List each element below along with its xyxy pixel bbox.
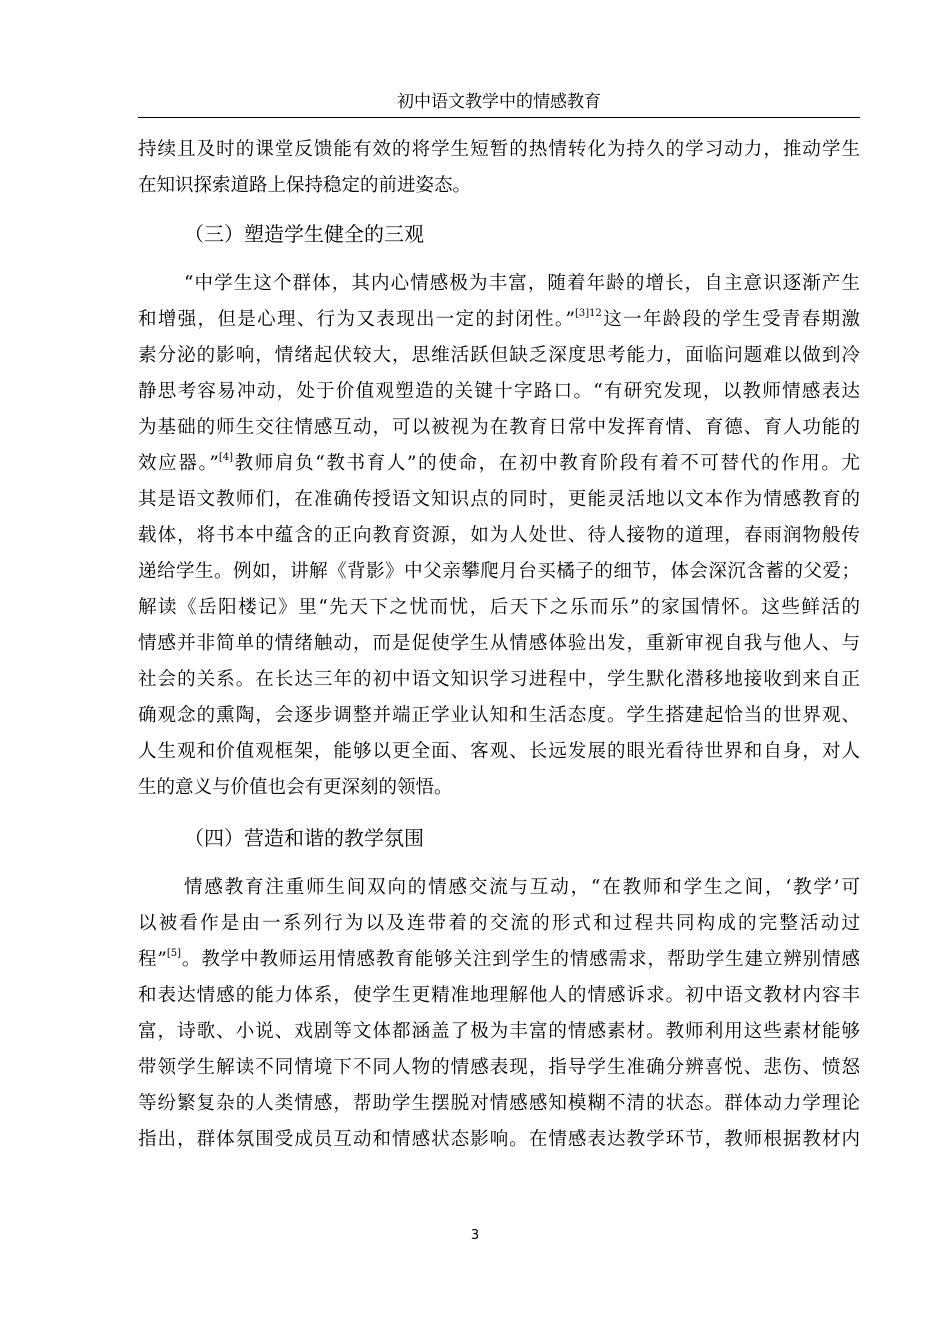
section-heading-4: （四）营造和谐的教学氛围 [184, 826, 424, 850]
body-text-line: 确观念的熏陶，会逐步调整并端正学业认知和生活态度。学生搭建起恰当的世界观、 [138, 705, 860, 726]
body-text-line: 和表达情感的能力体系，使学生更精准地理解他人的情感诉求。初中语文教材内容丰 [138, 985, 860, 1006]
body-text-line: 人生观和价值观框架，能够以更全面、客观、长远发展的眼光看待世界和自身，对人 [138, 741, 860, 762]
body-text-line: 指出，群体氛围受成员互动和情感状态影响。在情感表达教学环节，教师根据教材内 [138, 1129, 860, 1150]
section-heading-3: （三）塑造学生健全的三观 [184, 222, 424, 246]
body-text-line: 富，诗歌、小说、戏剧等文体都涵盖了极为丰富的情感素材。教师利用这些素材能够 [138, 1021, 860, 1042]
body-text-line: 情感教育注重师生间双向的情感交流与互动，“在教师和学生之间，‘教学’可 [184, 877, 860, 898]
text-run: 和增强，但是心理、行为又表现出一定的封闭性。” [138, 309, 575, 330]
running-header-title: 初中语文教学中的情感教育 [397, 92, 601, 112]
body-text-line: “中学生这个群体，其内心情感极为丰富，随着年龄的增长，自主意识逐渐产生 [184, 273, 860, 294]
citation-marker: [3]12 [575, 308, 602, 319]
body-text-line: 社会的关系。在长达三年的初中语文知识学习进程中，学生默化潜移地接收到来自正 [138, 669, 860, 690]
body-text-line [138, 304, 860, 336]
text-run: 这一年龄段的学生受青春期激 [601, 309, 860, 330]
body-text-line: 静思考容易冲动，处于价值观塑造的关键十字路口。“有研究发现，以教师情感表达 [138, 381, 860, 402]
body-text-line: 素分泌的影响，情绪起伏较大，思维活跃但缺乏深度思考能力，面临问题难以做到冷 [138, 345, 860, 366]
body-text-line: 解读《岳阳楼记》里“先天下之忧而忧，后天下之乐而乐”的家国情怀。这些鲜活的 [138, 597, 860, 618]
header-divider [138, 117, 860, 118]
body-text-line: 递给学生。例如，讲解《背影》中父亲攀爬月台买橘子的细节，体会深沉含蓄的父爱； [138, 561, 860, 582]
text-run: 程” [138, 949, 167, 970]
body-text-line: 在知识探索道路上保持稳定的前进姿态。 [138, 175, 472, 196]
text-run: 教师肩负“教书育人”的使命，在初中教育阶段有着不可替代的作用。尤 [233, 453, 860, 474]
body-text-line: 情感并非简单的情绪触动，而是促使学生从情感体验出发，重新审视自我与他人、与 [138, 633, 860, 654]
page-number: 3 [470, 1228, 480, 1243]
body-text-line: 载体，将书本中蕴含的正向教育资源，如为人处世、待人接物的道理，春雨润物般传 [138, 525, 860, 546]
body-text-line: 其是语文教师们，在准确传授语文知识点的同时，更能灵活地以文本作为情感教育的 [138, 489, 860, 510]
body-text-line [138, 944, 860, 976]
text-run: 效应器。” [138, 453, 219, 474]
body-text-line: 等纷繁复杂的人类情感，帮助学生摆脱对情感感知模糊不清的状态。群体动力学理论 [138, 1093, 860, 1114]
citation-marker: [4] [218, 452, 234, 463]
body-text-line: 以被看作是由一系列行为以及连带着的交流的形式和过程共同构成的完整活动过 [138, 913, 860, 934]
body-text-line: 生的意义与价值也会有更深刻的领悟。 [138, 777, 453, 798]
body-text-line [138, 448, 860, 480]
body-text-line: 为基础的师生交往情感互动，可以被视为在教育日常中发挥育情、育德、育人功能的 [138, 417, 860, 438]
text-run: 。教学中教师运用情感教育能够关注到学生的情感需求，帮助学生建立辨别情感 [181, 949, 860, 970]
body-text-line: 带领学生解读不同情境下不同人物的情感表现，指导学生准确分辨喜悦、悲伤、愤怒 [138, 1057, 860, 1078]
body-text-line: 持续且及时的课堂反馈能有效的将学生短暂的热情转化为持久的学习动力，推动学生 [138, 139, 860, 160]
citation-marker: [5] [166, 948, 182, 959]
